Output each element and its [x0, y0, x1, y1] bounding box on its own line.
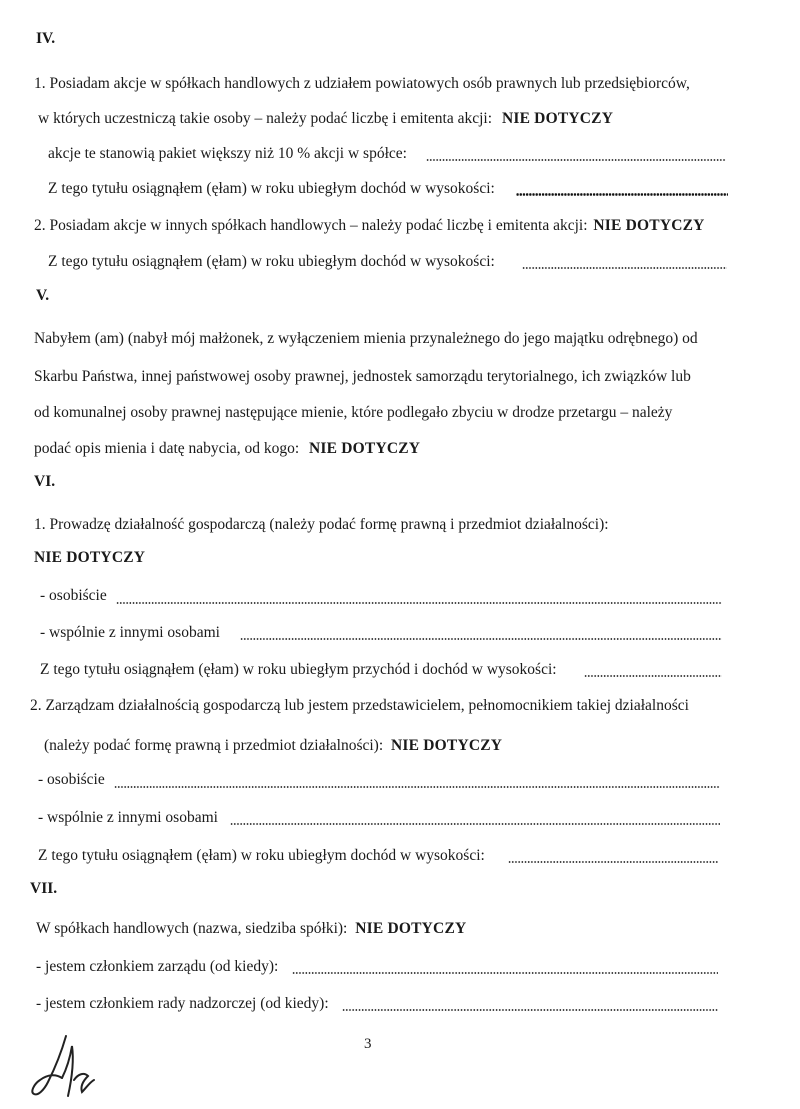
section-vi-item2-income: Z tego tytułu osiągnąłem (ęłam) w roku ubiegłym dochód w wysokości:: [38, 847, 485, 864]
section-iv-item1-income: Z tego tytułu osiągnąłem (ęłam) w roku ubiegłym dochód w wysokości:: [48, 180, 495, 197]
section-vi-item2-answer: NIE DOTYCZY: [391, 737, 503, 754]
section-vi-item2-line1: 2. Zarządzam działalnością gospodarczą lub jestem przedstawicielem, pełnomocnikiem takiej działalności: [30, 697, 689, 714]
section-vi-item1-personal: - osobiście: [40, 587, 107, 604]
section-vi-heading: VI.: [34, 473, 56, 490]
section-v-line4: [34, 440, 420, 458]
vi-item2-personal-fill-line: [114, 786, 720, 788]
section-vii-supervisory: - jestem członkiem rady nadzorczej (od kiedy):: [36, 995, 329, 1012]
section-iv-item2-answer: NIE DOTYCZY: [593, 217, 705, 234]
section-vi-item2-text: (należy podać formę prawną i przedmiot działalności):: [44, 737, 384, 754]
vi-item1-joint-fill-line: [240, 638, 722, 640]
section-vii-board: - jestem członkiem zarządu (od kiedy):: [36, 958, 279, 975]
section-vi-item1-joint: - wspólnie z innymi osobami: [40, 624, 220, 641]
section-v-line4-text: podać opis mienia i datę nabycia, od kogo:: [34, 440, 300, 457]
section-vii-heading: VII.: [30, 880, 58, 897]
section-iv-heading: IV.: [36, 30, 56, 47]
iv-item2-income-fill-line: [522, 267, 727, 269]
iv-income-fill-line: [516, 193, 728, 196]
handwritten-signature-icon: [22, 1030, 112, 1109]
vi-item1-personal-fill-line: [116, 602, 722, 604]
section-v-line3: od komunalnej osoby prawnej następujące mienie, które podlegało zbyciu w drodze przetargu – należy: [34, 404, 673, 421]
section-iv-item1-line1: 1. Posiadam akcje w spółkach handlowych z udziałem powiatowych osób prawnych lub przedsiębiorców,: [34, 75, 690, 92]
page-number: 3: [364, 1036, 372, 1052]
section-v-answer: NIE DOTYCZY: [309, 440, 421, 457]
section-vi-item1-line: 1. Prowadzę działalność gospodarczą (należy podać formę prawną i przedmiot działalności):: [34, 516, 609, 533]
section-iv-item1-answer: NIE DOTYCZY: [501, 110, 614, 127]
vi-item2-income-fill-line: [508, 861, 718, 863]
section-v-heading: V.: [36, 287, 50, 304]
section-iv-item2-line: [34, 217, 705, 235]
section-iv-item1-stake: akcje te stanowią pakiet większy niż 10 % akcji w spółce:: [48, 145, 407, 162]
section-vi-item1-income: Z tego tytułu osiągnąłem (ęłam) w roku ubiegłym przychód i dochód w wysokości:: [40, 661, 557, 678]
section-iv-item1-text: w których uczestniczą takie osoby – należy podać liczbę i emitenta akcji:: [38, 110, 493, 127]
vii-supervisory-fill-line: [342, 1009, 718, 1011]
section-vii-text: W spółkach handlowych (nazwa, siedziba spółki):: [36, 920, 348, 937]
section-vi-item1-answer: NIE DOTYCZY: [34, 549, 146, 566]
section-vi-item2-joint: - wspólnie z innymi osobami: [38, 809, 218, 826]
section-iv-item2-text: 2. Posiadam akcje w innych spółkach handlowych – należy podać liczbę i emitenta akcji:: [34, 217, 588, 234]
section-iv-item2-income: Z tego tytułu osiągnąłem (ęłam) w roku ubiegłym dochód w wysokości:: [48, 253, 495, 270]
vi-item2-joint-fill-line: [230, 823, 720, 825]
section-vi-item2-line2: [44, 737, 502, 755]
section-iv-item1-line2: [38, 110, 613, 128]
stake-fill-line: [426, 159, 726, 161]
vii-board-fill-line: [292, 972, 718, 974]
section-v-line1: Nabyłem (am) (nabył mój małżonek, z wyłączeniem mienia przynależnego do jego majątku odrębnego) od: [34, 330, 698, 347]
section-vi-item2-personal: - osobiście: [38, 771, 105, 788]
section-vii-answer: NIE DOTYCZY: [355, 920, 467, 937]
section-v-line2: Skarbu Państwa, innej państwowej osoby prawnej, jednostek samorządu terytorialnego, ich związków lub: [34, 368, 691, 385]
vi-item1-income-fill-line: [584, 675, 722, 677]
section-vii-line: [36, 920, 466, 938]
